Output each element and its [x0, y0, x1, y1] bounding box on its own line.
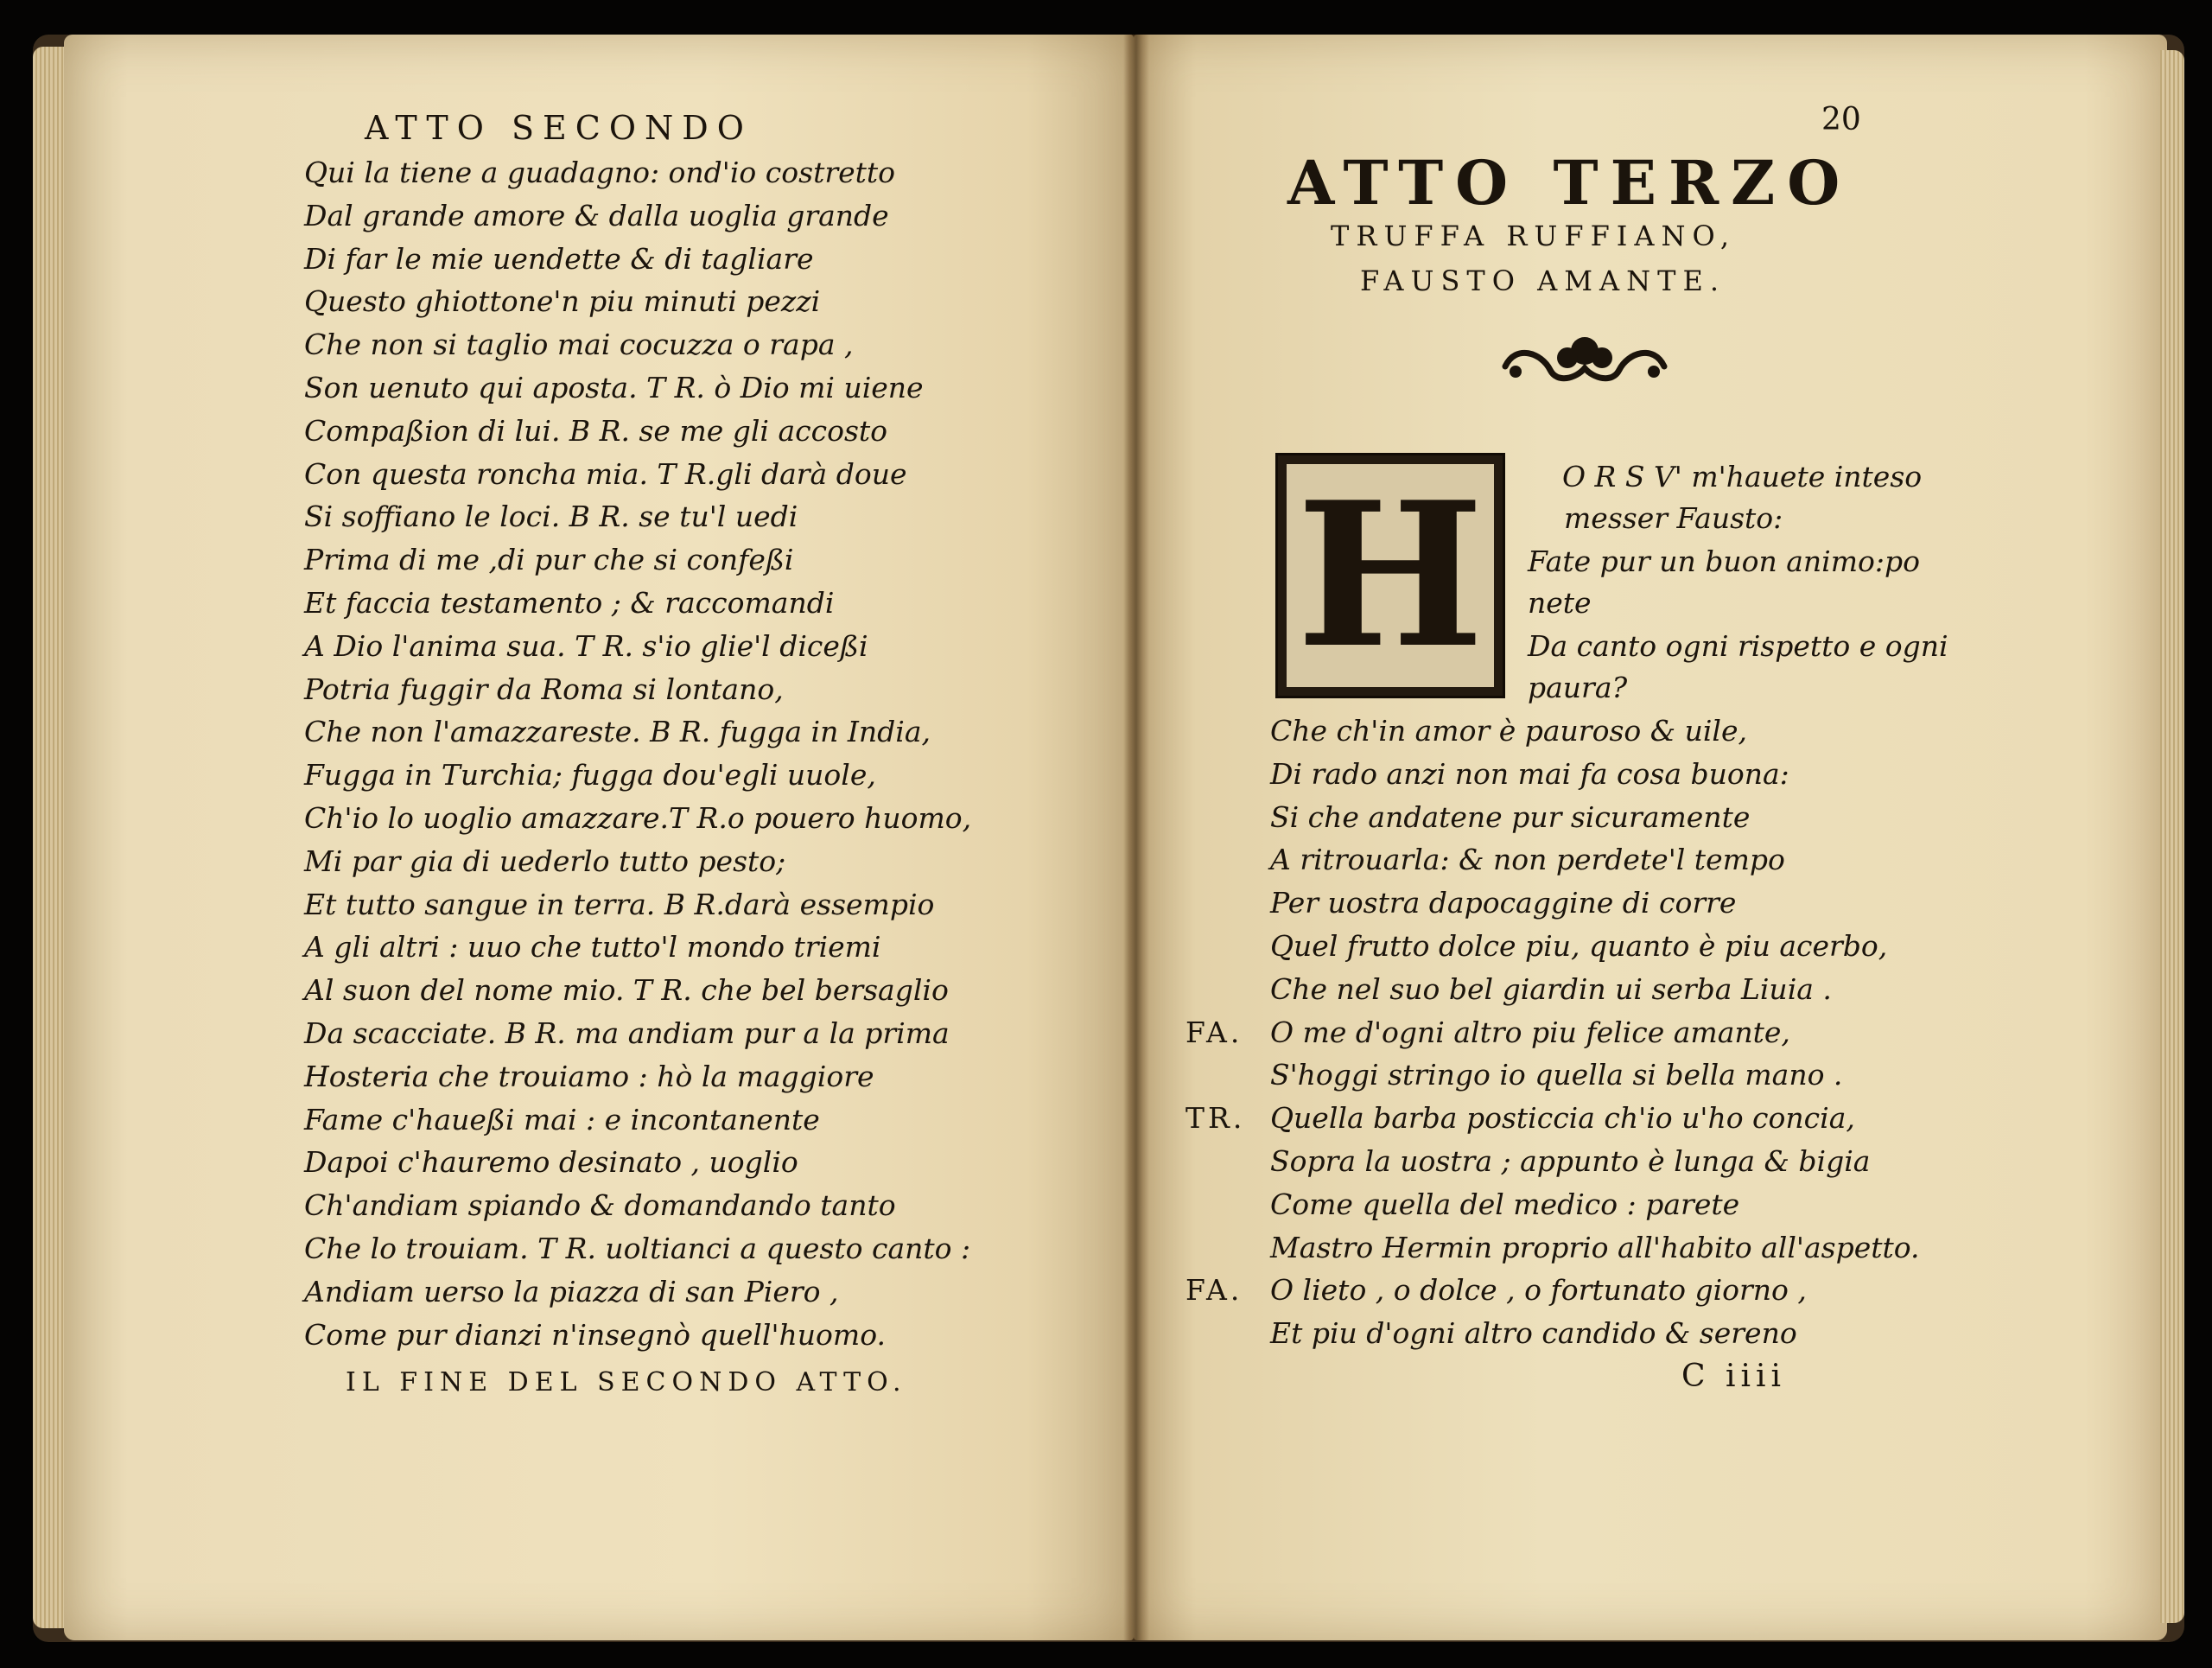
verse-line: S'hoggi stringo io quella si bella mano .: [1270, 1058, 1843, 1092]
verse-line: A gli altri : uuo che tutto'l mondo triemi: [304, 930, 881, 964]
verse-line: Et tutto sangue in terra. B R.darà essempio: [304, 888, 935, 921]
verse-line: Che nel suo bel giardin ui serba Liuia .: [1270, 972, 1832, 1006]
signature-mark: C iiii: [1681, 1359, 1787, 1394]
page-edges-right: [2160, 50, 2184, 1623]
verse-line: Ch'io lo uoglio amazzare.T R.o pouero huomo,: [304, 801, 972, 835]
verse-line: Mi par gia di uederlo tutto pesto;: [304, 844, 786, 878]
verse-line: Questo ghiottone'n piu minuti pezzi: [304, 284, 821, 318]
verse-line: Et piu d'ogni altro candido & sereno: [1270, 1316, 1797, 1350]
verse-line: Come pur dianzi n'insegnò quell'huomo.: [304, 1318, 886, 1352]
drop-verse-line: messer Fausto:: [1564, 501, 1783, 535]
verse-line: Dal grande amore & dalla uoglia grande: [304, 199, 889, 232]
verse-line: A ritrouarla: & non perdete'l tempo: [1270, 843, 1785, 876]
speaker-label: TR.: [1185, 1101, 1246, 1135]
book-gutter: [1123, 35, 1149, 1640]
verse-line: Andiam uerso la piazza di san Piero ,: [304, 1275, 839, 1308]
act-subtitle-2: FAUSTO AMANTE.: [1360, 264, 1726, 297]
verse-line: Mastro Hermin proprio all'habito all'aspetto.: [1270, 1231, 1920, 1264]
verse-line: Compaßion di lui. B R. se me gli accosto: [304, 414, 888, 448]
verse-line: Fugga in Turchia; fugga dou'egli uuole,: [304, 758, 876, 792]
act-title: ATTO TERZO: [1287, 147, 1853, 219]
verse-line: Si soffiano le loci. B R. se tu'l uedi: [304, 500, 798, 533]
verse-line: Che ch'in amor è pauroso & uile,: [1270, 714, 1747, 748]
verse-line: O lieto , o dolce , o fortunato giorno ,: [1270, 1273, 1807, 1307]
decorated-initial: [1275, 453, 1505, 698]
verse-line: Quel frutto dolce piu, quanto è piu acerbo,: [1270, 929, 1888, 963]
verse-line: Al suon del nome mio. T R. che bel bersaglio: [304, 973, 949, 1007]
verse-line: Sopra la uostra ; appunto è lunga & bigia: [1270, 1144, 1871, 1178]
page-number: 20: [1821, 102, 1861, 137]
verse-line: Con questa roncha mia. T R.gli darà doue: [304, 457, 907, 491]
verse-line: A Dio l'anima sua. T R. s'io glie'l diceßi: [304, 629, 868, 663]
verse-line: Di far le mie uendette & di tagliare: [304, 242, 814, 276]
speaker-label: FA.: [1185, 1015, 1243, 1049]
verse-line: O me d'ogni altro piu felice amante,: [1270, 1015, 1790, 1049]
drop-verse-line: O R S V' m'hauete inteso: [1562, 460, 1923, 493]
verse-line: Che lo trouiam. T R. uoltianci a questo canto :: [304, 1232, 971, 1265]
speaker-label: FA.: [1185, 1273, 1243, 1307]
verse-line: Dapoi c'hauremo desinato , uoglio: [304, 1145, 798, 1179]
verse-line: Per uostra dapocaggine di corre: [1270, 886, 1737, 920]
verse-line: Di rado anzi non mai fa cosa buona:: [1270, 757, 1789, 791]
drop-verse-line: Da canto ogni rispetto e ogni: [1528, 629, 1948, 663]
page-edges-left: [33, 47, 67, 1628]
verse-line: Potria fuggir da Roma si lontano,: [304, 672, 784, 706]
left-running-head: ATTO SECONDO: [365, 109, 753, 147]
verse-line: Quella barba posticcia ch'io u'ho concia,: [1270, 1101, 1855, 1135]
verse-line: Che non si taglio mai cocuzza o rapa ,: [304, 328, 854, 361]
verse-line: Prima di me ,di pur che si confeßi: [304, 543, 794, 576]
left-page-footer: IL FINE DEL SECONDO ATTO.: [346, 1367, 907, 1397]
verse-line: Et faccia testamento ; & raccomandi: [304, 586, 835, 620]
verse-line: Da scacciate. B R. ma andiam pur a la prima: [304, 1016, 950, 1050]
verse-line: Son uenuto qui aposta. T R. ò Dio mi uiene: [304, 371, 924, 404]
verse-line: Si che andatene pur sicuramente: [1270, 800, 1751, 834]
verse-line: Ch'andiam spiando & domandando tanto: [304, 1188, 896, 1222]
ornament-fleuron-icon: [1498, 327, 1671, 392]
verse-line: Che non l'amazzareste. B R. fugga in India,: [304, 715, 931, 748]
verse-line: Qui la tiene a guadagno: ond'io costretto: [304, 156, 896, 189]
drop-verse-line: Fate pur un buon animo:po: [1528, 544, 1920, 578]
drop-verse-line: paura?: [1528, 671, 1628, 704]
drop-cap-letter: H: [1296, 459, 1484, 692]
act-subtitle-1: TRUFFA RUFFIANO,: [1331, 220, 1737, 252]
drop-verse-line: nete: [1528, 586, 1592, 620]
verse-line: Come quella del medico : parete: [1270, 1187, 1740, 1221]
verse-line: Hosteria che trouiamo : hò la maggiore: [304, 1060, 874, 1093]
verse-line: Fame c'haueßi mai : e incontanente: [304, 1103, 820, 1136]
